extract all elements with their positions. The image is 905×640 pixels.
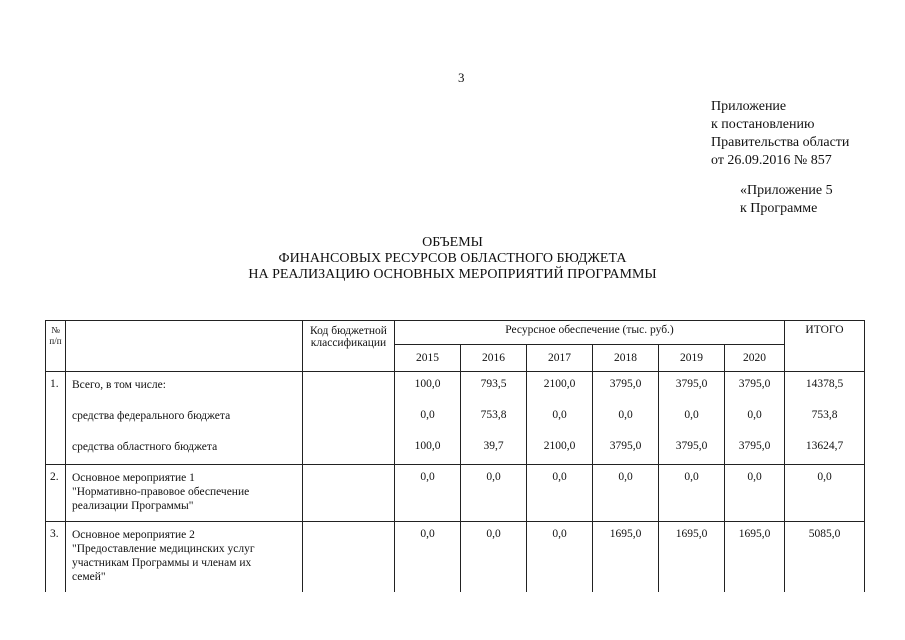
appendix-line: к постановлению <box>711 117 815 132</box>
page-number: 3 <box>458 70 465 85</box>
value-cell: 0,0 <box>725 465 785 522</box>
header-resources: Ресурсное обеспечение (тыс. руб.) <box>395 321 785 345</box>
appendix-program-block <box>740 182 833 218</box>
value: 2100,0 <box>543 440 576 452</box>
document-title <box>0 235 905 283</box>
total-cell <box>785 372 865 465</box>
value: 0,0 <box>420 409 435 421</box>
value: 753,8 <box>811 409 838 421</box>
value: 39,7 <box>483 440 504 452</box>
value-cell: 0,0 <box>395 522 461 592</box>
value: 793,5 <box>480 378 507 390</box>
header-year: 2019 <box>659 345 725 372</box>
header-year: 2016 <box>461 345 527 372</box>
row-number: 3. <box>46 522 66 592</box>
value-cell: 0,0 <box>461 465 527 522</box>
appendix-block <box>711 98 849 170</box>
value: 3795,0 <box>675 378 708 390</box>
value: 100,0 <box>414 440 441 452</box>
value: 3795,0 <box>738 440 771 452</box>
row-number: 2. <box>46 465 66 522</box>
row-label: Основное мероприятие 1 "Нормативно-правовое обеспечение реализации Программы" <box>72 472 250 512</box>
row-name <box>66 522 303 592</box>
value-cell: 0,0 <box>461 522 527 592</box>
header-number-sign: № <box>51 325 60 335</box>
value: 100,0 <box>414 378 441 390</box>
table-row <box>46 372 865 465</box>
value: 0,0 <box>552 409 567 421</box>
value: 14378,5 <box>805 378 844 390</box>
value: 0,0 <box>747 409 762 421</box>
value: 0,0 <box>618 409 633 421</box>
header-number-abbr: п/п <box>49 336 62 346</box>
row-line-label: средства областного бюджета <box>72 441 218 453</box>
appendix-program-line: «Приложение 5 <box>740 183 833 198</box>
value-cell: 1695,0 <box>593 522 659 592</box>
row-code <box>303 372 395 465</box>
value: 3795,0 <box>675 440 708 452</box>
value: 2100,0 <box>543 378 576 390</box>
value-cell: 0,0 <box>527 522 593 592</box>
table-row <box>46 465 865 522</box>
value-cell: 0,0 <box>659 465 725 522</box>
table-row <box>46 522 865 592</box>
header-number <box>46 321 66 372</box>
appendix-program-line: к Программе <box>740 201 818 216</box>
row-name <box>66 465 303 522</box>
title-line: ОБЪЕМЫ <box>422 235 483 250</box>
appendix-line: Приложение <box>711 99 787 114</box>
header-year: 2017 <box>527 345 593 372</box>
header-year: 2020 <box>725 345 785 372</box>
header-total: ИТОГО <box>785 321 865 372</box>
value: 3795,0 <box>609 440 642 452</box>
row-label: Основное мероприятие 2 "Предоставление медицинских услуг участникам Программы и членам их семей" <box>72 529 255 583</box>
value-cell <box>659 372 725 465</box>
total-cell: 0,0 <box>785 465 865 522</box>
header-code: Код бюджетной классификации <box>303 321 395 372</box>
row-name <box>66 372 303 465</box>
budget-table <box>45 320 865 592</box>
value-cell: 1695,0 <box>659 522 725 592</box>
value: 0,0 <box>684 409 699 421</box>
header-year: 2018 <box>593 345 659 372</box>
value: 753,8 <box>480 409 507 421</box>
value-cell <box>461 372 527 465</box>
appendix-line: от 26.09.2016 № 857 <box>711 153 832 168</box>
header-year: 2015 <box>395 345 461 372</box>
row-code <box>303 522 395 592</box>
row-number: 1. <box>46 372 66 465</box>
row-line-label: Всего, в том числе: <box>72 379 166 391</box>
value-cell: 0,0 <box>395 465 461 522</box>
title-line: ФИНАНСОВЫХ РЕСУРСОВ ОБЛАСТНОГО БЮДЖЕТА <box>278 251 627 266</box>
value-cell <box>593 372 659 465</box>
header-name <box>66 321 303 372</box>
total-cell: 5085,0 <box>785 522 865 592</box>
value-cell: 0,0 <box>593 465 659 522</box>
row-code <box>303 465 395 522</box>
value-cell: 1695,0 <box>725 522 785 592</box>
row-line-label: средства федерального бюджета <box>72 410 231 422</box>
value: 3795,0 <box>738 378 771 390</box>
appendix-line: Правительства области <box>711 135 850 150</box>
title-line: НА РЕАЛИЗАЦИЮ ОСНОВНЫХ МЕРОПРИЯТИЙ ПРОГРАММЫ <box>248 267 657 282</box>
value-cell <box>527 372 593 465</box>
value-cell <box>395 372 461 465</box>
value: 13624,7 <box>805 440 844 452</box>
value-cell <box>725 372 785 465</box>
value: 3795,0 <box>609 378 642 390</box>
value-cell: 0,0 <box>527 465 593 522</box>
